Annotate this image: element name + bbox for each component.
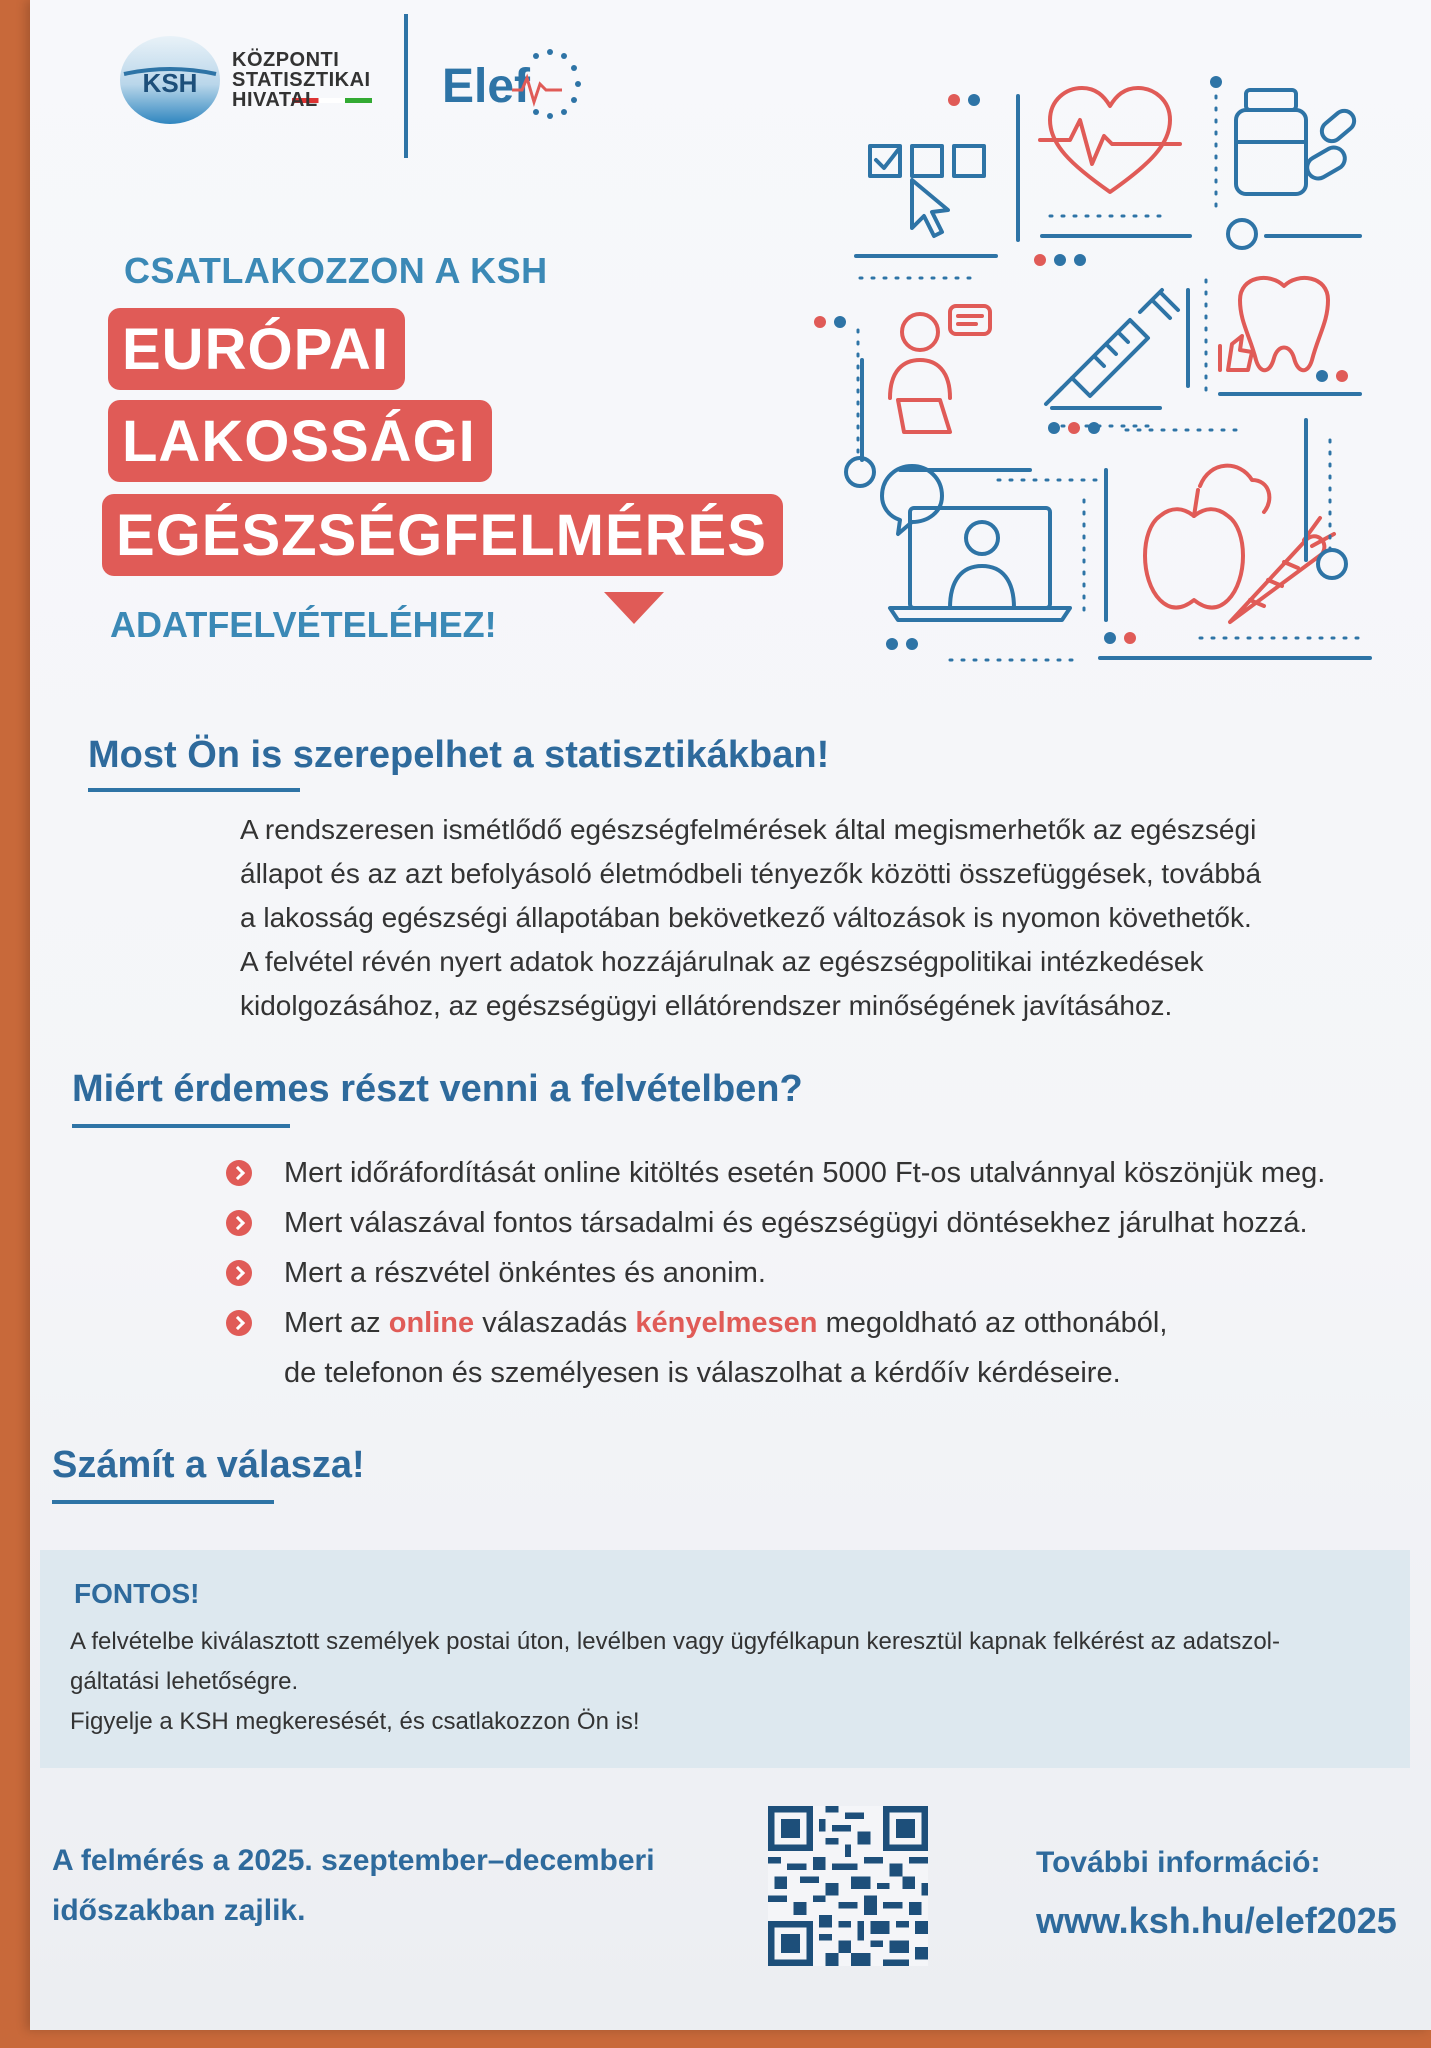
doctor-icon bbox=[890, 306, 990, 432]
section1-heading: Most Ön is szerepelhet a statisztikákban! bbox=[88, 734, 830, 776]
svg-text:KSH: KSH bbox=[142, 68, 198, 98]
list-item: Mert időráfordítását online kitöltés esetén 5000 Ft-os utalvánnyal köszönjük meg. bbox=[226, 1148, 1376, 1198]
list-item: Mert a részvétel önkéntes és anonim. bbox=[226, 1248, 1376, 1298]
reasons-list bbox=[226, 1148, 1376, 1398]
speech-bubble-tail bbox=[604, 592, 664, 624]
flyer-page bbox=[30, 0, 1431, 2030]
hero-kicker-bottom: ADATFELVÉTELÉHEZ! bbox=[110, 604, 497, 645]
elef-logo bbox=[442, 40, 602, 130]
tooth-thumbs-up-icon bbox=[1220, 278, 1328, 370]
pill-bottle-icon bbox=[1236, 90, 1358, 194]
ksh-name: KÖZPONTI STATISZTIKAI HIVATAL bbox=[232, 49, 371, 111]
health-illustration bbox=[800, 60, 1380, 680]
chevron-right-icon bbox=[226, 1210, 252, 1236]
highlight-comfort: kényelmesen bbox=[635, 1307, 818, 1339]
laptop-video-call-icon bbox=[882, 466, 1070, 620]
info-url-link[interactable]: www.ksh.hu/elef2025 bbox=[1036, 1900, 1397, 1941]
section3-underline bbox=[52, 1500, 274, 1504]
important-notice bbox=[40, 1550, 1410, 1768]
more-info-label: További információ: bbox=[1036, 1846, 1321, 1879]
ksh-logo bbox=[116, 34, 224, 126]
checklist-cursor-icon bbox=[870, 146, 984, 236]
hero-kicker: CSATLAKOZZON A KSH bbox=[124, 250, 548, 291]
chevron-right-icon bbox=[226, 1310, 252, 1336]
logo-divider bbox=[404, 14, 408, 158]
list-item: Mert az online válaszadás kényelmesen megoldható az otthonából, de telefonon és személyesen is válaszolhat a kérdőív kérdéseire. bbox=[226, 1298, 1376, 1398]
syringe-icon bbox=[1046, 290, 1178, 404]
notice-body: A felvételbe kiválasztott személyek postai úton, levélben vagy ügyfélkapun keresztül kapnak felkérést az adatszol- gáltatási lehetőségre. Figyelje a KSH megkeresését, és csatlakozzon Ön is! bbox=[70, 1628, 1280, 1735]
section3-heading: Számít a válasza! bbox=[52, 1444, 365, 1486]
chevron-right-icon bbox=[226, 1160, 252, 1186]
highlight-online: online bbox=[388, 1307, 475, 1339]
survey-period: A felmérés a 2025. szeptember–decemberi időszakban zajlik. bbox=[52, 1844, 655, 1927]
heart-pulse-icon bbox=[1040, 88, 1180, 192]
hero-title-line-2: LAKOSSÁGI bbox=[108, 400, 492, 482]
chevron-right-icon bbox=[226, 1260, 252, 1286]
section2-underline bbox=[72, 1124, 290, 1128]
section2-heading: Miért érdemes részt venni a felvételben? bbox=[72, 1068, 803, 1110]
hero-title-line-3: EGÉSZSÉGFELMÉRÉS bbox=[102, 494, 783, 576]
section1-paragraph: A rendszeresen ismétlődő egészségfelmérések által megismerhetők az egészségi állapot és az azt befolyásoló életmódbeli tényezők közötti összefüggések, továbbá a lakosság egészségi állapotában bekövetkező változások is nyomon követhetők. A felvétel révén nyert adatok hozzájárulnak az egészségpolitikai intézkedések kidolgozásához, az egészségügyi ellátórendszer minőségének javításához. bbox=[240, 814, 1262, 1021]
qr-code[interactable] bbox=[768, 1806, 928, 1966]
section1-underline bbox=[88, 788, 300, 792]
notice-title: FONTOS! bbox=[74, 1578, 200, 1609]
list-item: Mert válaszával fontos társadalmi és egészségügyi döntésekhez járulhat hozzá. bbox=[226, 1198, 1376, 1248]
svg-text:Elef: Elef bbox=[442, 60, 531, 113]
hero-title-line-1: EURÓPAI bbox=[108, 308, 405, 390]
